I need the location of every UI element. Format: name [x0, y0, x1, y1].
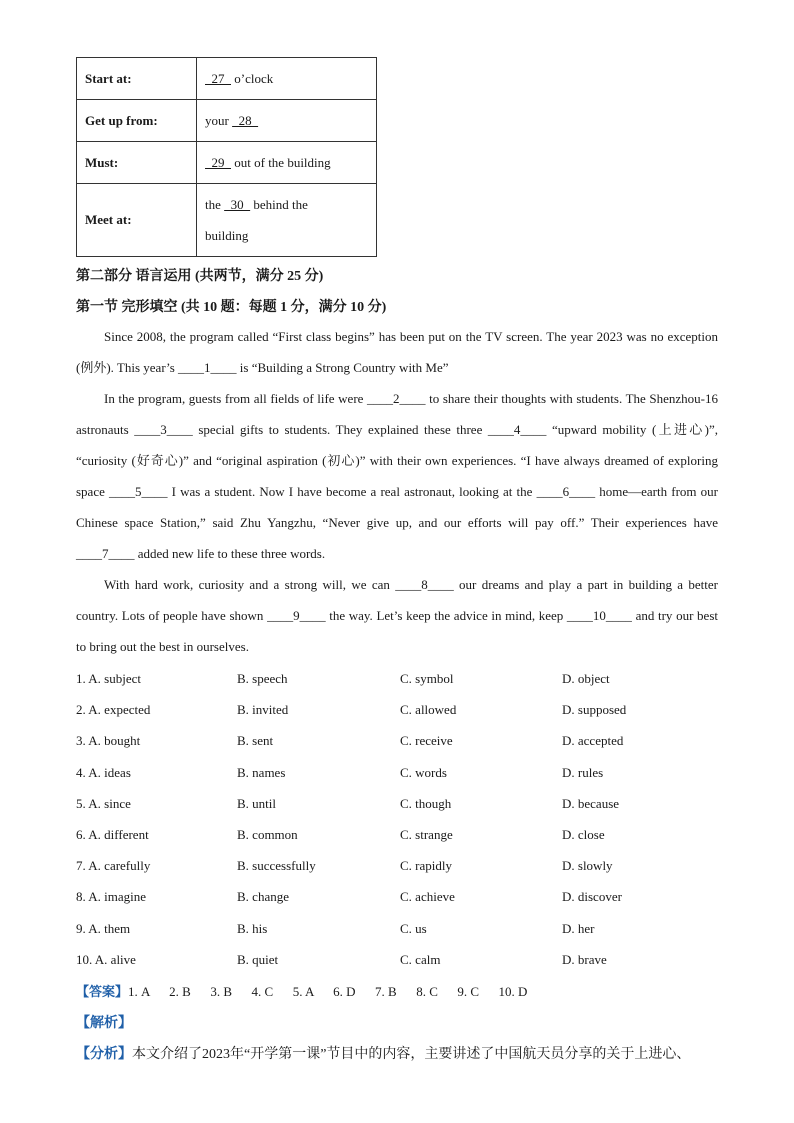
analysis-line	[76, 1043, 690, 1063]
info-table	[76, 57, 377, 257]
table-row	[77, 184, 377, 257]
must-value: 29 out of the building	[197, 142, 377, 184]
answer-tag: 【答案】	[76, 985, 129, 1000]
table-row	[77, 58, 377, 100]
blank-30: 30	[224, 197, 251, 212]
option-row: 5. A. since B. until C. though D. because	[76, 795, 620, 811]
table-row	[77, 142, 377, 184]
analysis-text: 本文介绍了2023年“开学第一课”节目中的内容，主要讲述了中国航天员分享的关于上进心、	[132, 1047, 691, 1062]
passage-paragraph: Since 2008, the program called “First class begins” has been put on the TV screen. The year 2023 was no exception (例外). This year’s ____1____ is “Building a Strong Country with Me”	[76, 329, 718, 375]
blank-28: 28	[232, 112, 259, 128]
option-row: 7. A. carefully B. successfully C. rapidly D. slowly	[76, 858, 613, 874]
table-row	[77, 100, 377, 142]
explanation-tag: 【解析】	[76, 1015, 132, 1031]
option-row: 1. A. subject B. speech C. symbol D. object	[76, 671, 610, 686]
option-row: 9. A. them B. his C. us D. her	[76, 920, 595, 936]
section-heading: 第一节 完形填空 (共 10 题：每题 1 分，满分 10 分)	[76, 300, 387, 315]
must-label: Must:	[77, 142, 197, 184]
meet-value: the 30 behind the building	[197, 184, 377, 257]
part-heading: 第二部分 语言运用 (共两节，满分 25 分)	[76, 269, 324, 284]
answer-text: 1. A 2. B 3. B 4. C 5. A 6. D 7. B 8. C 9. C 10. D	[128, 984, 528, 999]
get-up-value: your 28	[197, 100, 377, 142]
options-list	[76, 667, 736, 979]
option-row: 3. A. bought B. sent C. receive D. accepted	[76, 733, 624, 749]
meet-label: Meet at:	[77, 184, 197, 257]
blank-27: 27	[205, 70, 231, 86]
start-label: Start at:	[77, 58, 197, 100]
option-row: 4. A. ideas B. names C. words D. rules	[76, 764, 604, 780]
blank-29: 29	[205, 154, 231, 170]
option-row: 8. A. imagine B. change C. achieve D. discover	[76, 889, 622, 905]
answer-line	[76, 981, 527, 1000]
cloze-passage	[76, 321, 718, 662]
start-value: 27 o’clock	[197, 58, 377, 100]
get-up-label: Get up from:	[77, 100, 197, 142]
passage-paragraph: In the program, guests from all fields of life were ____2____ to share their thoughts with students. The Shenzhou-16 astronauts ____3____ special gifts to students. They explained these three ____4____ “upward mobility (上进心)”, “curiosity (好奇心)” and “original aspiration (初心)” with their own experiences. “I have always dreamed of exploring space ____5____ I was a student. Now I have become a real astronaut, looking at the ____6____ home—earth from our Chinese space Station,” said Zhu Yangzhu, “Never give up, and our efforts will pay off.” Their experiences have ____7____ added new life to these three words.	[76, 391, 718, 561]
option-row: 2. A. expected B. invited C. allowed D. supposed	[76, 702, 627, 718]
passage-paragraph: With hard work, curiosity and a strong will, we can ____8____ our dreams and play a part in building a better country. Lots of people have shown ____9____ the way. Let’s keep the advice in mind, keep ____10____ and try our best to bring out the best in ourselves.	[76, 577, 718, 654]
analysis-tag: 【分析】	[76, 1046, 132, 1062]
option-row: 10. A. alive B. quiet C. calm D. brave	[76, 951, 607, 967]
option-row: 6. A. different B. common C. strange D. close	[76, 826, 605, 842]
explanation-heading	[76, 1012, 132, 1032]
